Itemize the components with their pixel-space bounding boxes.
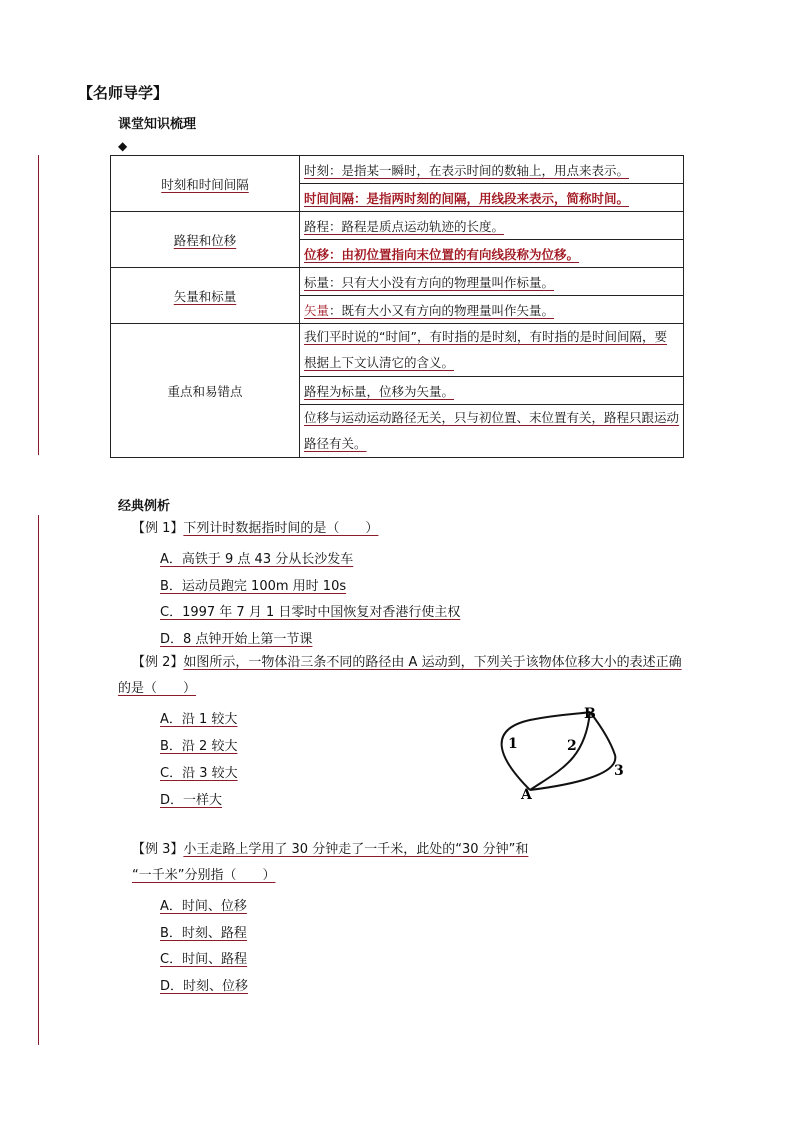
definition-cell: 位移：由初位置指向末位置的有向线段称为位移。 xyxy=(300,240,684,268)
margin-bar-top xyxy=(38,155,39,455)
subheading-examples: 经典例析 xyxy=(118,499,171,514)
definition-cell: 位移与运动运动路径无关，只与初位置、末位置有关，路程只跟运动路径有关。 xyxy=(300,405,684,458)
example-1-option-d[interactable]: D．8 点钟开始上第一节课 xyxy=(160,632,313,647)
path-2-label: 2 xyxy=(567,738,577,754)
point-a-label: A xyxy=(521,787,532,803)
path-2-curve xyxy=(530,712,590,790)
example-1-option-a[interactable]: A．高铁于 9 点 43 分从长沙发车 xyxy=(160,552,354,567)
example-2-stem: 【例 2】如图所示，一物体沿三条不同的路径由 A 运动到，下列关于该物体位移大小的表述正确 xyxy=(132,655,682,670)
definition-cell: 我们平时说的“时间”，有时指的是时刻，有时指的是时间间隔，要根据上下文认清它的含义。 xyxy=(300,324,684,377)
bullet-icon: ◆ xyxy=(118,139,128,153)
subheading-knowledge: 课堂知识梳理 xyxy=(118,117,197,132)
example-2-option-c[interactable]: C．沿 3 较大 xyxy=(160,766,238,781)
point-b-label: B xyxy=(584,706,596,722)
margin-bar-bottom xyxy=(38,515,39,1045)
definition-cell: 标量：只有大小没有方向的物理量叫作标量。 xyxy=(300,268,684,296)
definition-cell: 时间间隔：是指两时刻的间隔，用线段来表示，简称时间。 xyxy=(300,184,684,212)
topic-cell: 时刻和时间间隔 xyxy=(111,156,300,212)
example-3-stem: 【例 3】小王走路上学用了 30 分钟走了一千米，此处的“30 分钟”和 xyxy=(132,842,529,857)
section-title: 【名师导学】 xyxy=(78,84,169,102)
example-1-option-b[interactable]: B．运动员跑完 100m 用时 10s xyxy=(160,579,347,594)
example-2-option-b[interactable]: B．沿 2 较大 xyxy=(160,739,238,754)
example-3-option-d[interactable]: D．时刻、位移 xyxy=(160,979,249,994)
example-1-stem: 【例 1】下列计时数据指时间的是（ ） xyxy=(132,521,379,536)
example-3-option-b[interactable]: B．时刻、路程 xyxy=(160,926,247,941)
path-3-label: 3 xyxy=(614,763,624,779)
example-3-stem-cont: “一千米”分别指（ ） xyxy=(132,868,276,883)
topic-cell: 重点和易错点 xyxy=(111,324,300,458)
example-2-stem-cont: 的是（ ） xyxy=(118,681,197,696)
definition-cell: 矢量：既有大小又有方向的物理量叫作矢量。 xyxy=(300,296,684,324)
topic-cell: 矢量和标量 xyxy=(111,268,300,324)
definition-cell: 路程为标量，位移为矢量。 xyxy=(300,377,684,405)
example-2-option-a[interactable]: A．沿 1 较大 xyxy=(160,712,238,727)
example-1-option-c[interactable]: C．1997 年 7 月 1 日零时中国恢复对香港行使主权 xyxy=(160,605,461,620)
example-3-option-c[interactable]: C．时间、路程 xyxy=(160,952,248,967)
path-diagram xyxy=(490,700,640,805)
example-3-option-a[interactable]: A．时间、位移 xyxy=(160,899,247,914)
example-2-option-d[interactable]: D．一样大 xyxy=(160,793,223,808)
path-1-label: 1 xyxy=(508,736,518,752)
definition-cell: 路程：路程是质点运动轨迹的长度。 xyxy=(300,212,684,240)
definition-cell: 时刻：是指某一瞬时，在表示时间的数轴上，用点来表示。 xyxy=(300,156,684,184)
topic-cell: 路程和位移 xyxy=(111,212,300,268)
knowledge-table xyxy=(110,155,684,458)
